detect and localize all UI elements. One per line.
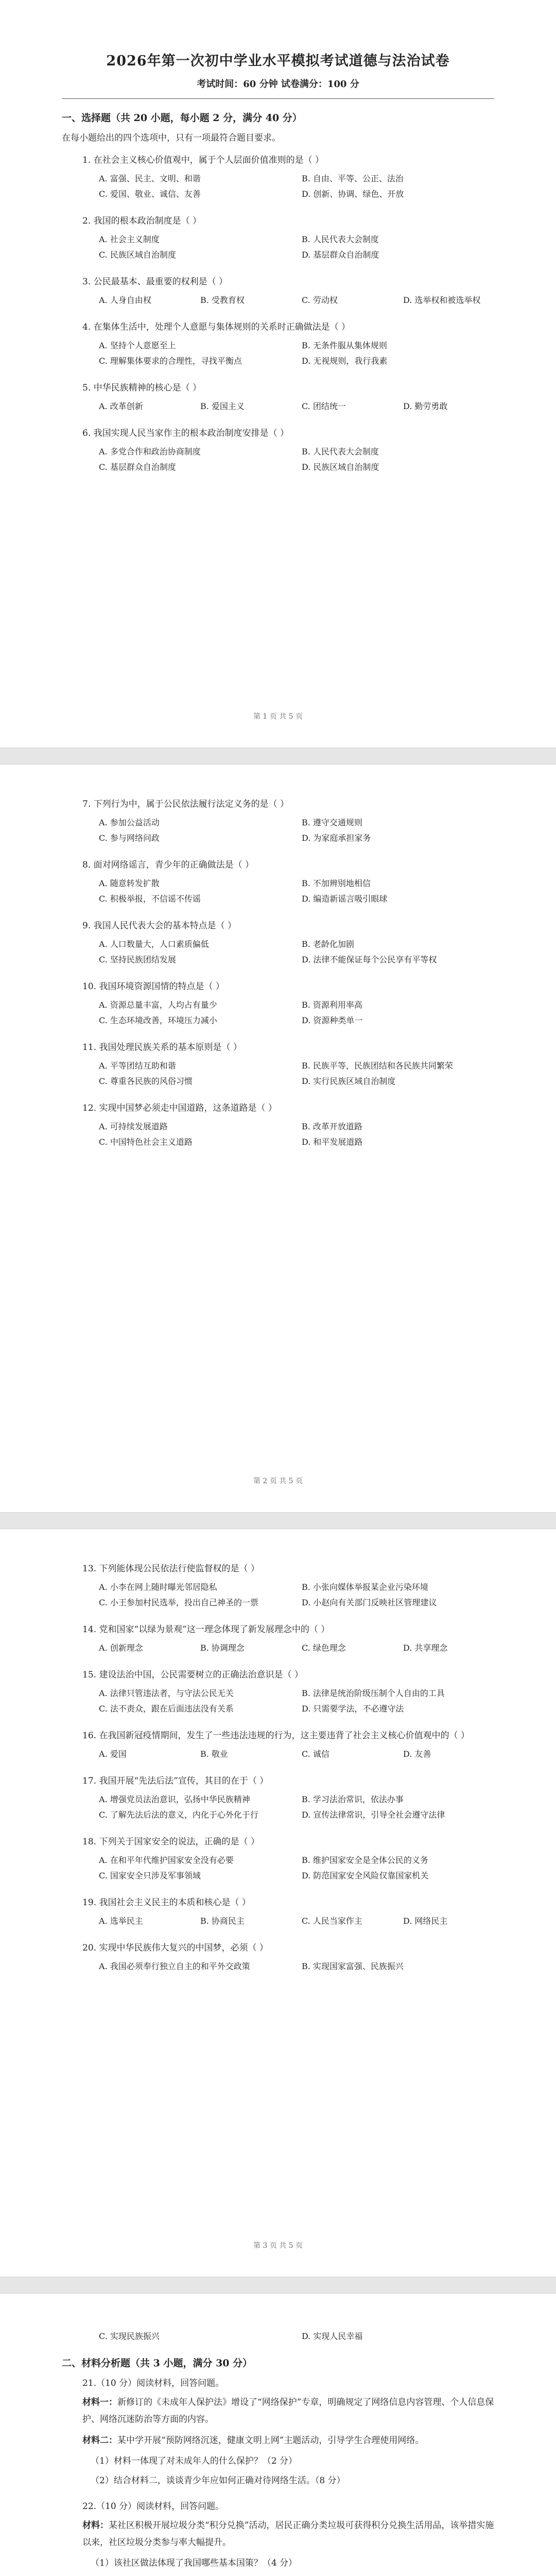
question-stem: 6. 我国实现人民当家作主的根本政治制度安排是（ ） [82,428,289,438]
page-footer: 第 2 页 共 5 页 [253,1477,303,1485]
option: B. 协商民主 [200,1916,245,1926]
question-list [62,796,494,1150]
option: A. 法律只管违法者，与守法公民无关 [99,1688,234,1698]
material-text: 某社区积极开展垃圾分类“积分兑换”活动，居民正确分类垃圾可获得积分兑换生活用品，该举措实施以来，社区垃圾分类参与率大幅提升。 [82,2520,494,2548]
title-divider [62,98,494,99]
option: A. 参加公益活动 [99,818,160,827]
option: D. 勤劳勇敢 [403,401,448,411]
option: C. 团结统一 [302,401,346,411]
option: D. 法律不能保证每个公民享有平等权 [302,955,437,964]
question-stem: 7. 下列行为中，属于公民依法履行法定义务的是（ ） [82,799,289,809]
question-stem: 2. 我国的根本政治制度是（ ） [82,216,202,226]
option-group [99,1119,494,1150]
option-group [99,232,494,263]
option: B. 维护国家安全是全体公民的义务 [302,1855,428,1865]
q21-material-1 [82,2394,494,2428]
option: C. 坚持民族团结发展 [99,955,176,964]
part1-heading: 一、选择题（共 20 小题，每小题 2 分，满分 40 分） [62,112,302,124]
option: A. 小李在网上随时曝光邻居隐私 [99,1582,217,1592]
option-group [99,1792,494,1823]
option: B. 小张向媒体举报某企业污染环境 [302,1582,428,1592]
option: D. 资源种类单一 [302,1015,363,1025]
page-footer: 第 3 页 共 5 页 [253,2242,303,2250]
option-group [99,1913,494,1929]
option: B. 受教育权 [200,295,245,305]
question-list [62,152,494,475]
option: A. 爱国 [99,1749,127,1759]
option: C. 劳动权 [302,295,338,305]
option: C. 基层群众自治制度 [99,462,176,472]
exam-info: 考试时间：60 分钟 试卷满分：100 分 [197,79,359,90]
option: A. 平等团结互助和谐 [99,1061,176,1071]
question-stem: 4. 在集体生活中，处理个人意愿与集体规则的关系时正确做法是（ ） [82,322,351,332]
q21-material-2 [82,2432,494,2449]
q21-sub-2: （2）结合材料二，谈谈青少年应如何正确对待网络生活。（8 分） [91,2476,345,2486]
option: A. 我国必须奉行独立自主的和平外交政策 [99,1961,250,1971]
option: B. 无条件服从集体规则 [302,341,387,350]
option: C. 民族区域自治制度 [99,250,176,260]
question-stem: 10. 我国环境资源国情的特点是（ ） [82,981,224,992]
page-title: 2026年第一次初中学业水平模拟考试道德与法治试卷 [106,53,450,69]
question-stem: 15. 建设法治中国，公民需要树立的正确法治意识是（ ） [82,1670,303,1680]
option: A. 增强党员法治意识，弘扬中华民族精神 [99,1794,250,1804]
option: B. 民族平等，民族团结和各民族共同繁荣 [302,1061,453,1071]
option: D. 选举权和被选举权 [403,295,481,305]
question-stem: 20. 实现中华民族伟大复兴的中国梦，必须（ ） [82,1943,268,1953]
option: B. 人民代表大会制度 [302,234,379,244]
question-list [62,1561,494,1974]
option: A. 可持续发展道路 [99,1122,168,1131]
option-group [99,1959,494,1974]
option: D. 无视规则，我行我素 [302,356,388,366]
question-stem: 18. 下列关于国家安全的说法，正确的是（ ） [82,1837,259,1847]
q21-sub-1: （1）材料一体现了对未成年人的什么保护？（2 分） [91,2456,298,2466]
option: C. 理解集体要求的合理性，寻找平衡点 [99,356,242,366]
option: B. 学习法治常识，依法办事 [302,1794,404,1804]
option: D. 为家庭承担家务 [302,833,371,843]
option: A. 多党合作和政治协商制度 [99,447,201,456]
option: B. 资源利用率高 [302,1000,362,1010]
option: D. 编造新谣言吸引眼球 [302,894,388,904]
material-text: 新修订的《未成年人保护法》增设了“网络保护”专章，明确规定了网络信息内容管理、个人信息保护、网络沉迷防治等方面的内容。 [82,2397,494,2425]
option: D. 小赵向有关部门反映社区管理建议 [302,1598,437,1607]
option: C. 积极举报，不信谣不传谣 [99,894,201,904]
option: A. 人身自由权 [99,295,151,305]
option: C. 小王参加村民选举，投出自己神圣的一票 [99,1598,258,1607]
option: B. 改革开放道路 [302,1122,362,1131]
option: D. 宣传法律常识，引导全社会遵守法律 [302,1810,445,1820]
question-stem: 11. 我国处理民族关系的基本原则是（ ） [82,1042,242,1053]
page-3 [0,1529,556,2277]
option: A. 社会主义制度 [99,234,160,244]
option-group [99,876,494,907]
option-group [99,1580,494,1611]
option: B. 协调理念 [200,1643,245,1653]
option: D. 实现人民幸福 [302,2331,363,2341]
option: D. 创新、协调、绿色、开放 [302,189,404,199]
page-1 [0,0,556,748]
option: B. 爱国主义 [200,401,245,411]
part1-note: 在每小题给出的四个选项中，只有一项最符合题目要求。 [62,133,281,143]
option: B. 老龄化加剧 [302,939,354,949]
option-group [99,997,494,1028]
option: D. 基层群众自治制度 [302,250,379,260]
q20-continued-options [99,2329,494,2344]
option: D. 友善 [403,1749,431,1759]
option: C. 诚信 [302,1749,329,1759]
option-group [99,1686,494,1717]
option: B. 实现国家富强、民族振兴 [302,1961,404,1971]
option-group [99,1058,494,1089]
option: A. 随意转发扩散 [99,878,160,888]
option: D. 网络民主 [403,1916,448,1926]
question-stem: 13. 下列能体现公民依法行使监督权的是（ ） [82,1564,259,1574]
page-footer: 第 1 页 共 5 页 [253,713,303,721]
option: A. 创新理念 [99,1643,143,1653]
option: C. 参与网络问政 [99,833,160,843]
option: C. 绿色理念 [302,1643,346,1653]
option: D. 和平发展道路 [302,1137,363,1147]
option: D. 只需要学法，不必遵守法 [302,1704,404,1714]
page-2 [0,765,556,1512]
option: A. 坚持个人意愿至上 [99,341,176,350]
option: D. 共享理念 [403,1643,448,1653]
question-stem: 8. 面对网络谣言，青少年的正确做法是（ ） [82,860,254,870]
option: B. 敬业 [200,1749,228,1759]
q22-sub-1: （1）该社区做法体现了我国哪些基本国策？（4 分） [91,2558,298,2568]
part2-heading: 二、材料分析题（共 3 小题，满分 30 分） [62,2358,253,2369]
option: C. 人民当家作主 [302,1916,362,1926]
page-4 [0,2294,556,2576]
option: D. 实行民族区域自治制度 [302,1076,396,1086]
option-group [99,338,494,369]
option: C. 尊重各民族的风俗习惯 [99,1076,193,1086]
option-group [99,1853,494,1884]
option: B. 不加辨别地相信 [302,878,371,888]
option: A. 选举民主 [99,1916,143,1926]
option: A. 改革创新 [99,401,143,411]
option: A. 在和平年代维护国家安全没有必要 [99,1855,234,1865]
option-group [99,1640,494,1656]
option: C. 法不责众，跟在后面违法没有关系 [99,1704,234,1714]
option: D. 民族区域自治制度 [302,462,379,472]
option: B. 法律是统治阶级压制个人自由的工具 [302,1688,445,1698]
question-stem: 5. 中华民族精神的核心是（ ） [82,383,202,393]
question-stem: 1. 在社会主义核心价值观中，属于个人层面价值准则的是（ ） [82,155,324,165]
option: C. 生态环境改善，环境压力减小 [99,1015,217,1025]
option: D. 防范国家安全风险仅靠国家机关 [302,1871,429,1880]
option-group [99,815,494,846]
option: C. 了解先法后法的意义，内化于心外化于行 [99,1810,258,1820]
option: B. 遵守交通规则 [302,818,362,827]
option: C. 实现民族振兴 [99,2331,160,2341]
question-stem: 3. 公民最基本、最重要的权利是（ ） [82,277,228,287]
q22-material [82,2517,494,2551]
question-stem: 12. 实现中国梦必须走中国道路，这条道路是（ ） [82,1103,277,1113]
material-label: 材料一： [82,2397,117,2408]
option-group [99,293,494,308]
question-stem: 19. 我国社会主义民主的本质和核心是（ ） [82,1897,251,1908]
option: A. 人口数量大，人口素质偏低 [99,939,209,949]
question-stem: 14. 党和国家“以绿为景观”这一理念体现了新发展理念中的（ ） [82,1624,330,1635]
question-stem: 9. 我国人民代表大会的基本特点是（ ） [82,921,237,931]
option: C. 国家安全只涉及军事领域 [99,1871,201,1880]
material-label: 材料二： [82,2435,117,2446]
option: B. 人民代表大会制度 [302,447,379,456]
option: A. 富强、民主、文明、和谐 [99,174,201,183]
option-group [99,399,494,414]
option: B. 自由、平等、公正、法治 [302,174,404,183]
option-group [99,937,494,968]
option-group [99,171,494,202]
option-group [99,1747,494,1762]
material-label: 材料： [82,2520,109,2531]
option: A. 资源总量丰富，人均占有量少 [99,1000,217,1010]
question-stem: 16. 在我国新冠疫情期间，发生了一些违法违规的行为，这主要违背了社会主义核心价值观中的（ ） [82,1731,470,1741]
question-stem: 17. 我国开展“先法后法”宣传，其目的在于（ ） [82,1776,269,1786]
material-text: 某中学开展“预防网络沉迷，健康文明上网”主题活动，引导学生合理使用网络。 [117,2435,424,2446]
q21-stem: 21.（10 分）阅读材料，回答问题。 [82,2378,224,2388]
option-group [99,444,494,475]
q22-stem: 22.（10 分）阅读材料，回答问题。 [82,2501,224,2512]
option: C. 爱国、敬业、诚信、友善 [99,189,201,199]
option: C. 中国特色社会主义道路 [99,1137,193,1147]
